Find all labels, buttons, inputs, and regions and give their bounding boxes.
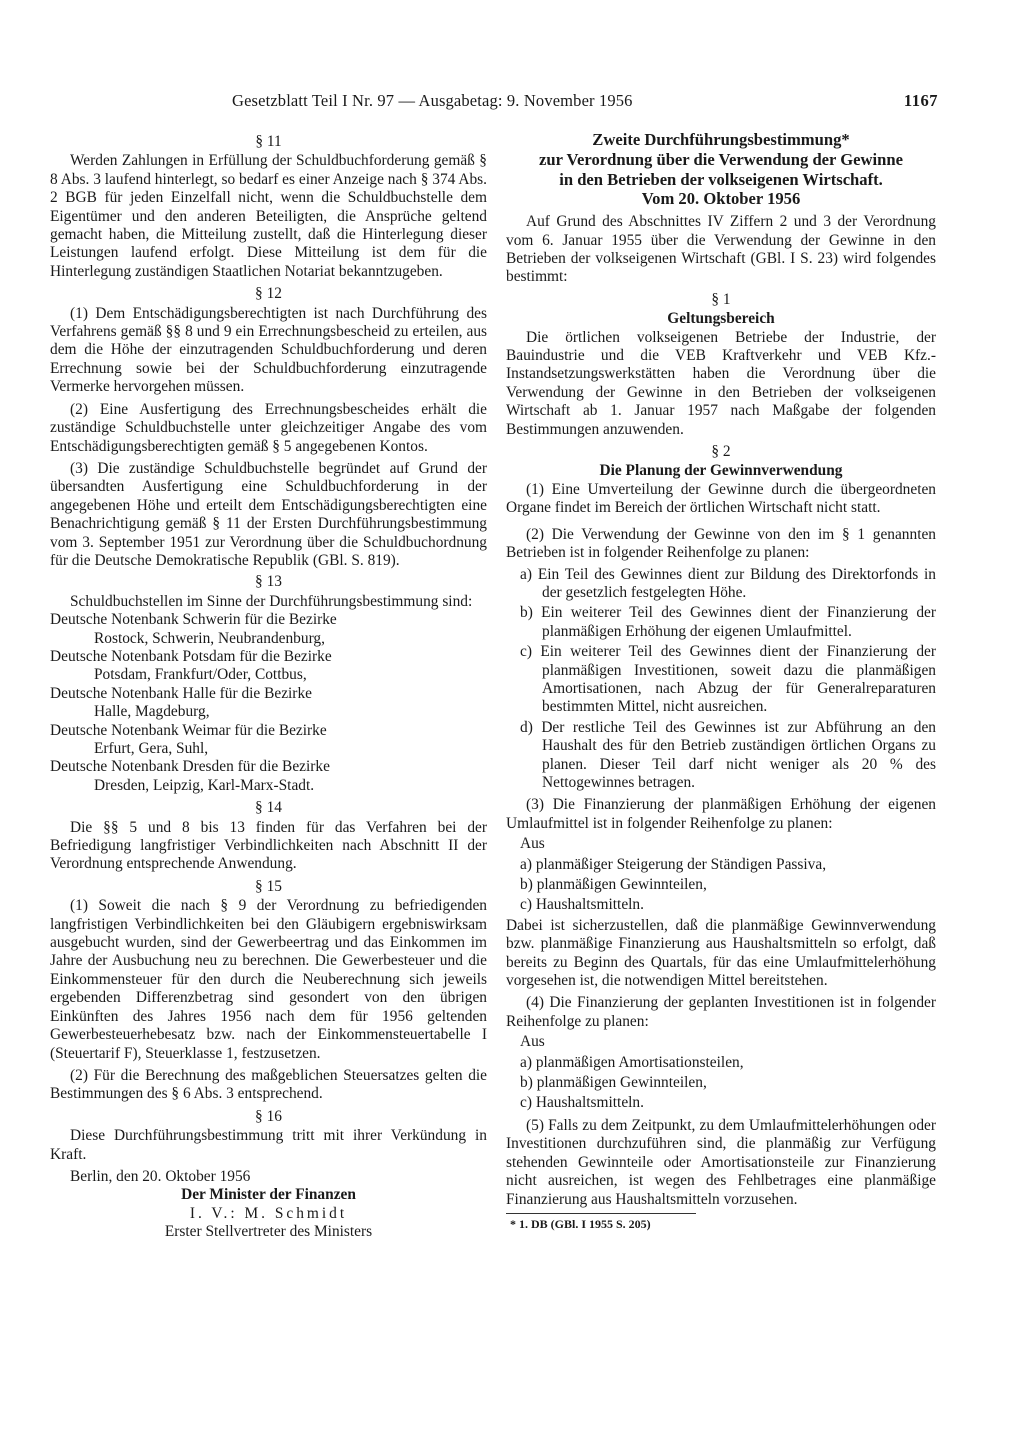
p2-list [506,566,936,793]
section-11-text: Werden Zahlungen in Erfüllung der Schuldbuchforderung gemäß § 8 Abs. 3 laufend hinterlegt, so bedarf es einer Anzeige nach § 374 Abs. 2 BGB für jeden Einzelfall nicht, wenn die Schuldbuchstelle dem Eigentümer und den anderen Beteiligten, die Ansprüche geltend gemacht haben, die Mitteilung zustellt, daß die Hinterlegung dieser Leistungen laufend erfolgt. Diese Mitteilung ist dem für die Hinterlegung zuständigen Staatlichen Notariat bekanntzugeben. [50,152,487,280]
section-2-paragraph-3-continuation: Dabei ist sicherzustellen, daß die planmäßige Gewinnverwendung bzw. planmäßige Finanzierung aus Haushaltsmitteln so erfolgt, daß bereits zu Beginn des Quartals, für das eine Umlaufmittelerhöhung vorgesehen ist, die notwendigen Mittel bereitstehen. [506,916,936,990]
section-15-paragraph-2: (2) Für die Berechnung des maßgeblichen Steuersatzes gelten die Bestimmungen des § 6 Abs. 3 entsprechend. [50,1066,487,1103]
list-item: a) planmäßigen Amortisationsteilen, [520,1053,744,1071]
header-title: Gesetzblatt Teil I Nr. 97 — Ausgabetag: 9. November 1956 [232,91,633,110]
bank-entry: Deutsche Notenbank Potsdam für die Bezirke Potsdam, Frankfurt/Oder, Cottbus, [50,647,332,684]
footnote-divider [506,1213,696,1214]
list-item: b) Ein weiterer Teil des Gewinnes dient der Finanzierung der planmäßigen Erhöhung der eigenen Umlaufmittel. [520,604,936,640]
section-heading-1: § 1 [711,290,731,308]
list-item: c) Haushaltsmitteln. [520,896,644,914]
section-14-text: Die §§ 5 und 8 bis 13 finden für das Verfahren bei der Befriedigung langfristiger Verbindlichkeiten nach Abschnitt II der Verordnung entsprechende Anwendung. [50,818,487,873]
list-item: b) planmäßigen Gewinnteilen, [520,876,707,893]
section-15-paragraph-1: (1) Soweit die nach § 9 der Verordnung zu befriedigenden langfristigen Verbindlichkeiten bei den Gläubigern ergebniswirksam ausgebucht wurden, sind der Gewerbeertrag und das Einkommen im Jahre der Ausbuchung neu zu berechnen. Die Gewerbesteuer und die Einkommensteuer für den durch die Neuberechnung sich jeweils ergebenden Differenzbetrag sind gesondert von den übrigen Einkünften des Jahres 1956 nach dem für 1956 geltenden Gewerbesteuerhebesatz bzw. nach der Einkommensteuertabelle I (Steuertarif F), Steuerklasse 1, festzusetzen. [50,897,487,1062]
section-12-paragraph-3: (3) Die zuständige Schuldbuchstelle begründet auf Grund der übersandten Ausfertigung eine Schuldbuchforderung in der angegebenen Höhe und erteilt dem Entschädigungsberechtigten eine Benachrichtigung gemäß § 11 der Ersten Durchführungsbestimmung vom 3. September 1951 zur Verordnung über die Schuldbuchordnung für die Deutsche Demokratische Republik (GBl. S. 819). [50,459,487,569]
bank-entry: Deutsche Notenbank Weimar für die Bezirke Erfurt, Gera, Suhl, [50,721,327,757]
bank-entry: Deutsche Notenbank Schwerin für die Bezirke Rostock, Schwerin, Neubrandenburg, [50,611,337,647]
decree-title-line: zur Verordnung über die Verwendung der Gewinne [539,149,903,169]
section-2-paragraph-1: (1) Eine Umverteilung der Gewinne durch die übergeordneten Organe findet im Bereich der örtlichen Wirtschaft nicht statt. [506,480,936,517]
decree-title-line: in den Betrieben der volkseigenen Wirtschaft. [559,169,883,189]
signature-signer: I. V.: M. Schmidt [189,1204,348,1222]
aus-label: Aus [520,1033,545,1051]
list-item: b) planmäßigen Gewinnteilen, [520,1074,707,1092]
section-2-paragraph-5: (5) Falls zu dem Zeitpunkt, zu dem Umlaufmittelerhöhungen oder Investitionen durchzuführen sind, die planmäßig zur Verfügung stehenden Gewinnteile oder Amortisationsteile zur Finanzierung nicht ausreichen, ist wegen des Fehlbetrages eine planmäßige Finanzierung aus Haushaltsmitteln vorzusehen. [506,1116,936,1208]
section-16-text: Diese Durchführungsbestimmung tritt mit ihrer Verkündung in Kraft. [50,1127,487,1163]
decree-date: Vom 20. Oktober 1956 [641,189,801,209]
left-column [50,130,487,1242]
section-heading-13: § 13 [255,573,282,591]
section-2-paragraph-3: (3) Die Finanzierung der planmäßigen Erhöhung der eigenen Umlaufmittel ist in folgender Reihenfolge zu planen: [506,796,936,832]
section-heading-2: § 2 [711,443,731,461]
list-item: c) Ein weiterer Teil des Gewinnes dient der Finanzierung der planmäßigen Investitionen, soweit dazu die planmäßigen Amortisationen, nach Abzug der für Generalreparaturen bestimmten Mittel, nicht ausreichen. [520,643,936,716]
section-12-paragraph-1: (1) Dem Entschädigungsberechtigten ist nach Durchführung des Verfahrens gemäß §§ 8 und 9 ein Errechnungsbescheid zu erteilen, aus dem die Höhe der einzutragenden Schuldbuchforderung und deren Errechnung sowie bei der Schuldbuchforderung einzutragende Vermerke hervorgehen müssen. [50,304,487,396]
signature-role: Erster Stellvertreter des Ministers [164,1223,373,1241]
section-2-paragraph-4: (4) Die Finanzierung der geplanten Investitionen ist in folgender Reihenfolge zu planen: [506,994,936,1030]
signature-place-date: Berlin, den 20. Oktober 1956 [70,1167,251,1185]
section-1-text: Die örtlichen volkseigenen Betriebe der Industrie, der Bauindustrie und die VEB Kraftverkehr und VEB Kfz.-Instandsetzungswerkstätten haben die Verordnung über die Verwendung der Gewinne in den Betrieben der volkseigenen Wirtschaft ab 1. Januar 1957 nach Maßgabe der folgenden Bestimmungen anzuwenden. [506,328,936,438]
section-heading-14: § 14 [255,799,282,817]
section-2-paragraph-2: (2) Die Verwendung der Gewinne von den im § 1 genannten Betrieben ist in folgender Reihenfolge zu planen: [506,525,936,562]
list-item: a) Ein Teil des Gewinnes dient zur Bildung des Direktorfonds in der gesetzlich festgelegten Höhe. [520,565,936,601]
bank-entry: Deutsche Notenbank Halle für die Bezirke Halle, Magdeburg, [50,684,312,721]
section-13-intro: Schuldbuchstellen im Sinne der Durchführungsbestimmung sind: [70,592,473,610]
decree-title-line: Zweite Durchführungsbestimmung* [592,130,850,149]
right-column [506,130,936,1232]
bank-list [50,611,487,795]
section-heading-11: § 11 [255,133,282,150]
section-heading-16: § 16 [255,1107,282,1125]
footnote: * 1. DB (GBl. I 1955 S. 205) [510,1216,651,1231]
section-heading-12: § 12 [255,285,282,303]
preamble: Auf Grund des Abschnittes IV Ziffern 2 und 3 der Verordnung vom 6. Januar 1955 über die Verwendung der Gewinne in den Betrieben der volkseigenen Wirtschaft (GBl. I S. 23) wird folgendes bestimmt: [506,213,936,286]
section-12-paragraph-2: (2) Eine Ausfertigung des Errechnungsbescheides erhält die zuständige Schuldbuchstelle unter gleichzeitiger Angabe des vom Entschädigungsberechtigten gemäß § 5 angegebenen Kontos. [50,400,487,455]
aus-label: Aus [520,835,545,853]
section-1-subheading: Geltungsbereich [667,310,775,328]
section-heading-15: § 15 [255,877,282,895]
page-number: 1167 [903,91,938,110]
page-header [52,90,938,112]
bank-entry: Deutsche Notenbank Dresden für die Bezirke Dresden, Leipzig, Karl-Marx-Stadt. [50,758,330,794]
signature-authority: Der Minister der Finanzen [181,1186,356,1204]
section-2-subheading: Die Planung der Gewinnverwendung [599,462,843,480]
list-item: c) Haushaltsmitteln. [520,1094,644,1112]
list-item: a) planmäßiger Steigerung der Ständigen Passiva, [520,855,827,873]
list-item: d) Der restliche Teil des Gewinnes ist zur Abführung an den Haushalt des für den Betrieb zuständigen örtlichen Organs zu planen. Dieser Teil darf nicht weniger als 20 % des Nettogewinnes betragen. [520,718,936,791]
